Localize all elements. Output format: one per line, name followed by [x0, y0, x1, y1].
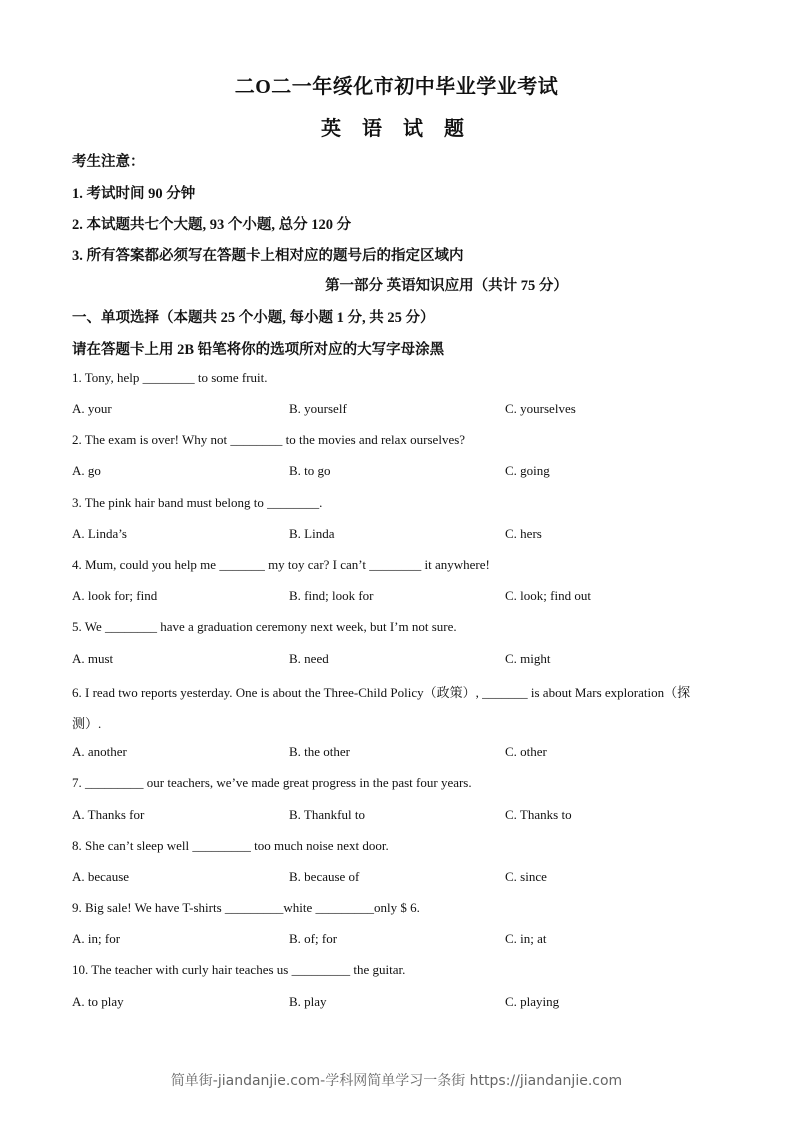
section-instruction: 请在答题卡上用 2B 铅笔将你的选项所对应的大写字母涂黑	[72, 342, 445, 358]
option-c: C. look; find out	[505, 588, 591, 603]
subject-title: 英 语 试 题	[321, 118, 472, 140]
option-a: A. must	[72, 651, 114, 666]
option-c: C. might	[505, 651, 551, 666]
option-a: A. because	[72, 869, 130, 884]
option-b: B. need	[289, 651, 329, 666]
option-a: A. in; for	[72, 931, 121, 946]
question-6: 6. I read two reports yesterday. One is about the Three-Child Policy（政策）, _______ is about Mars exploration（探	[72, 685, 691, 700]
question-7: 7. _________ our teachers, we’ve made great progress in the past four years.	[72, 775, 472, 790]
option-a: A. Thanks for	[72, 807, 145, 822]
option-c: C. since	[505, 869, 547, 884]
option-c: C. in; at	[505, 931, 547, 946]
notice-heading: 考生注意：	[72, 154, 145, 170]
option-c: C. yourselves	[505, 401, 576, 416]
option-a: A. your	[72, 401, 112, 416]
option-a: A. go	[72, 463, 101, 478]
option-b: B. of; for	[289, 931, 338, 946]
option-c: C. playing	[505, 994, 560, 1009]
watermark-footer: 简单街-jiandanjie.com-学科网简单学习一条街 https://jiandanjie.com	[170, 1073, 623, 1089]
option-b: B. play	[289, 994, 327, 1009]
page-title: 二O二一年绥化市初中毕业学业考试	[234, 76, 559, 98]
question-10: 10. The teacher with curly hair teaches us _________ the guitar.	[72, 962, 406, 977]
option-b: B. Thankful to	[289, 807, 365, 822]
part-title: 第一部分 英语知识应用（共计 75 分）	[325, 278, 568, 294]
option-a: A. to play	[72, 994, 124, 1009]
option-c: C. hers	[505, 526, 542, 541]
notice-item: 2. 本试题共七个大题, 93 个小题, 总分 120 分	[72, 217, 352, 233]
question-3: 3. The pink hair band must belong to ________.	[72, 495, 323, 510]
section-title: 一、单项选择（本题共 25 个小题, 每小题 1 分, 共 25 分）	[72, 310, 435, 326]
option-b: B. Linda	[289, 526, 335, 541]
question-9: 9. Big sale! We have T-shirts _________white _________only $ 6.	[72, 900, 420, 915]
question-4: 4. Mum, could you help me _______ my toy car? I can’t ________ it anywhere!	[72, 557, 490, 572]
option-a: A. another	[72, 744, 127, 759]
option-a: A. Linda’s	[72, 526, 127, 541]
option-b: B. find; look for	[289, 588, 374, 603]
question-2: 2. The exam is over! Why not ________ to the movies and relax ourselves?	[72, 432, 466, 447]
option-c: C. Thanks to	[505, 807, 572, 822]
question-6-continued: 测）.	[72, 716, 102, 731]
option-c: C. going	[505, 463, 550, 478]
option-b: B. to go	[289, 463, 331, 478]
notice-item: 3. 所有答案都必须写在答题卡上相对应的题号后的指定区域内	[72, 248, 464, 264]
option-a: A. look for; find	[72, 588, 158, 603]
question-1: 1. Tony, help ________ to some fruit.	[72, 370, 268, 385]
option-b: B. the other	[289, 744, 351, 759]
option-b: B. yourself	[289, 401, 347, 416]
notice-item: 1. 考试时间 90 分钟	[72, 186, 196, 202]
question-5: 5. We ________ have a graduation ceremony next week, but I’m not sure.	[72, 619, 457, 634]
question-8: 8. She can’t sleep well _________ too much noise next door.	[72, 838, 389, 853]
option-b: B. because of	[289, 869, 360, 884]
option-c: C. other	[505, 744, 547, 759]
